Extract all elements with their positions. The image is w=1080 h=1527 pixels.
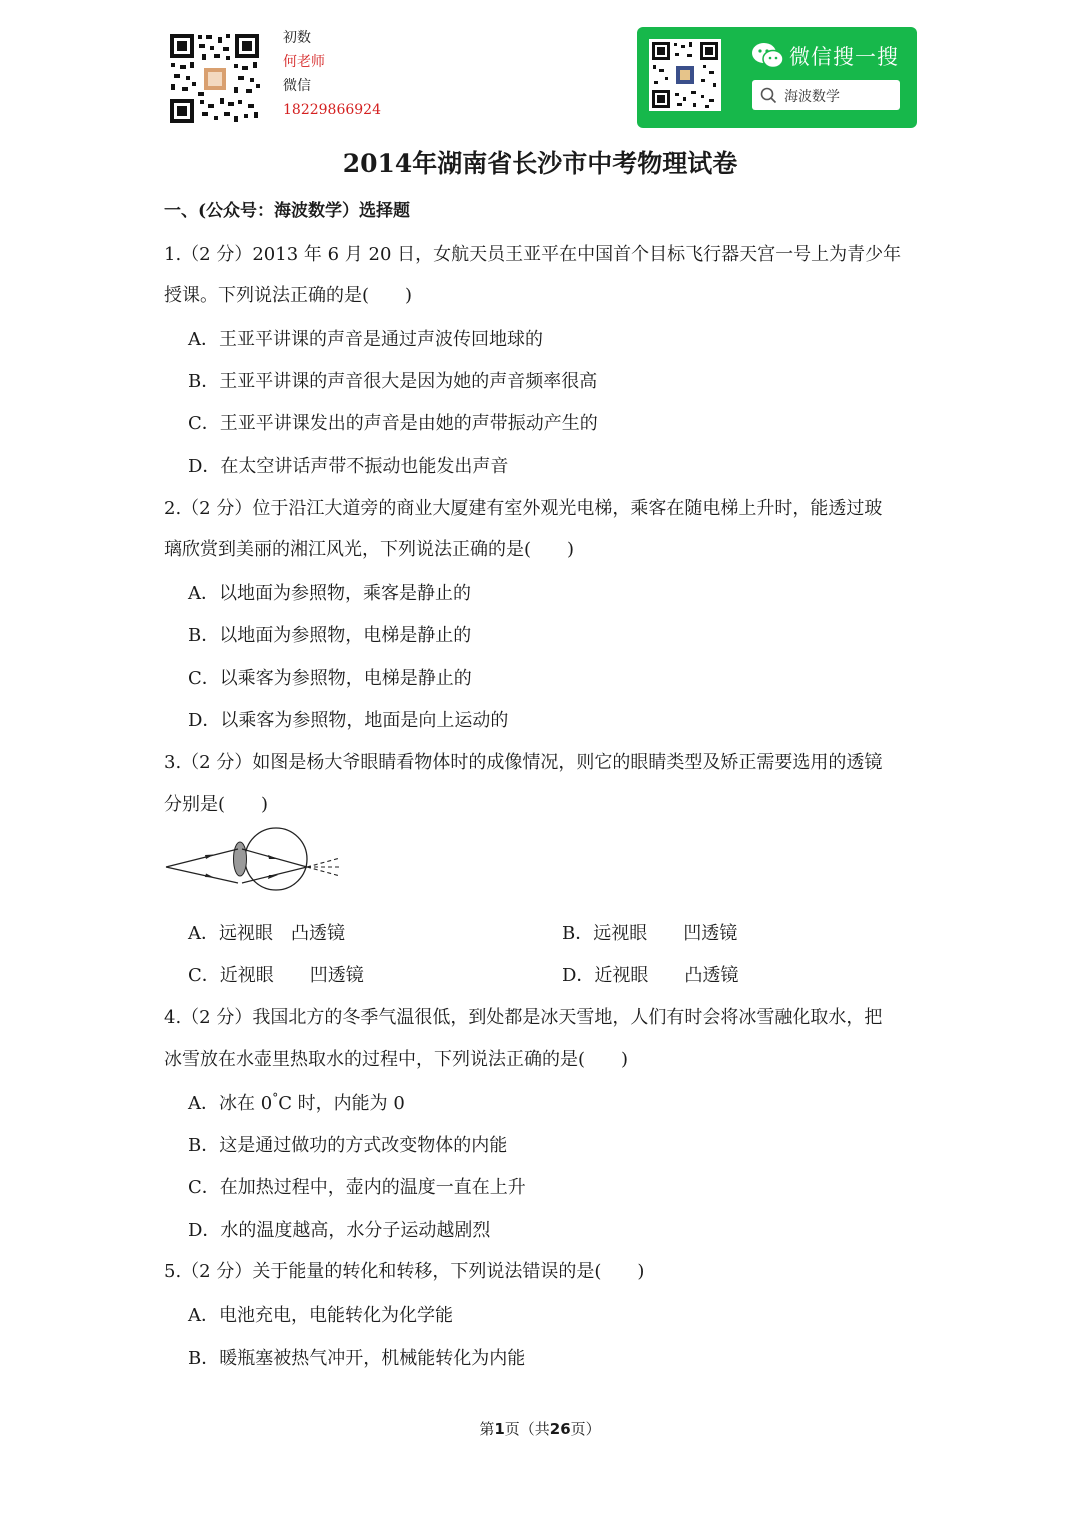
footer-pre: 第 xyxy=(479,1420,495,1438)
q1-option-c: C．王亚平讲课发出的声音是由她的声带振动产生的 xyxy=(188,413,598,434)
q2-stem-line1: 2.（2 分）位于沿江大道旁的商业大厦建有室外观光电梯，乘客在随电梯上升时，能透过玻 xyxy=(164,498,883,519)
q4-option-a-post: C 时，内能为 0 xyxy=(278,1093,405,1114)
wechat-search-banner xyxy=(637,27,917,128)
q4-option-b: B．这是通过做功的方式改变物体的内能 xyxy=(188,1135,508,1156)
contact-wechat-label: 微信 xyxy=(283,78,311,94)
q3-option-d: D．近视眼 凸透镜 xyxy=(562,965,739,986)
q1-stem-line1: 1.（2 分）2013 年 6 月 20 日，女航天员王亚平在中国首个目标飞行器天宫一号上为青少年 xyxy=(164,244,902,265)
wechat-logo-icon xyxy=(751,41,785,71)
wechat-search-text: 海波数学 xyxy=(784,89,840,105)
search-icon xyxy=(760,87,777,104)
q5-option-a: A．电池充电，电能转化为化学能 xyxy=(188,1305,453,1326)
q2-option-d: D．以乘客为参照物，地面是向上运动的 xyxy=(188,710,509,731)
q3-option-b: B．远视眼 凹透镜 xyxy=(562,923,738,944)
contact-phone: 18229866924 xyxy=(283,102,381,118)
q4-stem-line2: 冰雪放在水壶里热取水的过程中，下列说法正确的是( ) xyxy=(164,1049,629,1070)
q4-option-a-pre: A．冰在 0 xyxy=(188,1093,273,1114)
q4-option-c: C．在加热过程中，壶内的温度一直在上升 xyxy=(188,1177,526,1198)
contact-name: 何老师 xyxy=(283,54,325,70)
section-heading: 一、(公众号：海波数学）选择题 xyxy=(164,201,411,221)
q4-option-d: D．水的温度越高，水分子运动越剧烈 xyxy=(188,1220,491,1241)
footer-post: 页） xyxy=(570,1420,601,1438)
page-footer xyxy=(0,1418,1080,1439)
q5-stem-line1: 5.（2 分）关于能量的转化和转移，下列说法错误的是( ) xyxy=(164,1261,645,1282)
q3-stem-line2: 分别是( ) xyxy=(164,794,269,815)
q2-option-b: B．以地面为参照物，电梯是静止的 xyxy=(188,625,472,646)
q2-stem-line2: 璃欣赏到美丽的湘江风光，下列说法正确的是( ) xyxy=(164,539,575,560)
q2-option-c: C．以乘客为参照物，电梯是静止的 xyxy=(188,668,472,689)
page-title: 2014年湖南省长沙市中考物理试卷 xyxy=(342,149,738,178)
qr-code-left xyxy=(168,32,261,125)
footer-total-pages: 26 xyxy=(549,1420,571,1438)
contact-info xyxy=(283,26,381,122)
eye-diagram xyxy=(162,826,347,892)
degree-sign: ° xyxy=(272,1091,279,1105)
contact-subject: 初数 xyxy=(283,30,311,46)
q3-option-c: C．近视眼 凹透镜 xyxy=(188,965,364,986)
q3-option-a: A．远视眼 凸透镜 xyxy=(188,923,345,944)
q4-option-a xyxy=(188,1089,405,1115)
q3-stem-line1: 3.（2 分）如图是杨大爷眼睛看物体时的成像情况，则它的眼睛类型及矫正需要选用的透镜 xyxy=(164,752,883,773)
q5-option-b: B．暖瓶塞被热气冲开，机械能转化为内能 xyxy=(188,1348,526,1369)
q1-option-d: D．在太空讲话声带不振动也能发出声音 xyxy=(188,456,509,477)
wechat-search-title: 微信搜一搜 xyxy=(789,45,899,69)
wechat-search-input[interactable] xyxy=(752,80,900,110)
footer-mid: 页（共 xyxy=(504,1420,550,1438)
mini-qr-code xyxy=(649,39,721,111)
q1-option-a: A．王亚平讲课的声音是通过声波传回地球的 xyxy=(188,329,543,350)
footer-page-number: 1 xyxy=(494,1420,505,1438)
q1-stem-line2: 授课。下列说法正确的是( ) xyxy=(164,285,413,306)
q1-option-b: B．王亚平讲课的声音很大是因为她的声音频率很高 xyxy=(188,371,598,392)
q4-stem-line1: 4.（2 分）我国北方的冬季气温很低，到处都是冰天雪地，人们有时会将冰雪融化取水，把 xyxy=(164,1007,883,1028)
q2-option-a: A．以地面为参照物，乘客是静止的 xyxy=(188,583,471,604)
